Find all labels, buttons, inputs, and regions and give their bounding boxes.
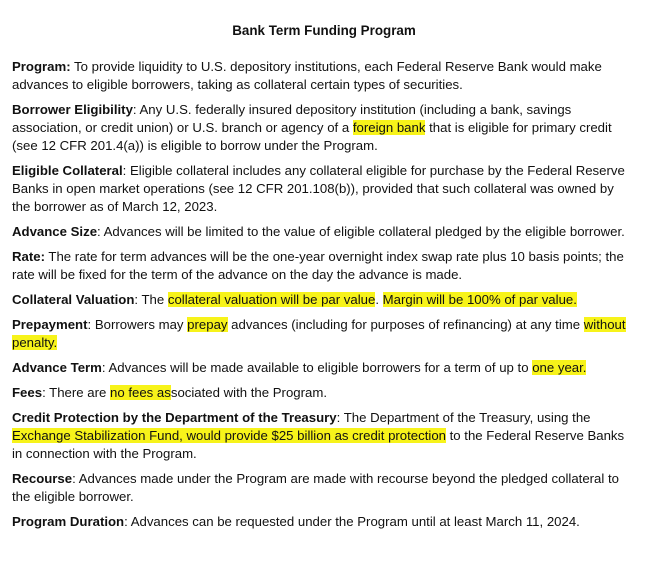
term-sheet-sections xyxy=(12,58,632,531)
section-text: . xyxy=(375,292,383,307)
highlighted-text: no fees as xyxy=(110,385,171,400)
highlighted-text: Exchange Stabilization Fund, would provide $25 billion as credit protection xyxy=(12,428,446,443)
section-text: : Advances will be limited to the value of eligible collateral pledged by the eligible borrower. xyxy=(97,224,625,239)
section-text: sociated with the Program. xyxy=(170,385,327,400)
section-text: : Advances can be requested under the Program until at least March 11, 2024. xyxy=(124,514,580,529)
section xyxy=(12,359,632,377)
section-text: : Advances will be made available to eligible borrowers for a term of up to xyxy=(101,360,533,375)
highlighted-text: one year. xyxy=(532,360,587,375)
section-label: Program: xyxy=(12,59,71,74)
section-text: : The xyxy=(134,292,168,307)
section xyxy=(12,291,632,309)
section-text: : Advances made under the Program are made with recourse beyond the pledged collateral to the eligible borrower. xyxy=(12,471,619,504)
section-text: The rate for term advances will be the one-year overnight index swap rate plus 10 basis points; the rate will be fixed for the term of the advance on the day the advance is made. xyxy=(12,249,624,282)
section-text: that is eligible for primary credit (see 12 CFR 201.4(a)) is eligible to borrow under the Program. xyxy=(12,120,612,153)
section-label: Rate: xyxy=(12,249,45,264)
section-label: Recourse xyxy=(12,471,73,486)
section-label: Program Duration xyxy=(12,514,125,529)
section xyxy=(12,58,632,94)
section xyxy=(12,223,632,241)
section-label: Borrower Eligibility xyxy=(12,102,133,117)
section xyxy=(12,101,632,155)
highlighted-text: Margin will be 100% of par value. xyxy=(382,292,577,307)
section-label: Credit Protection by the Department of the Treasury xyxy=(12,410,337,425)
section-text: : Borrowers may xyxy=(87,317,188,332)
section-label: Advance Size xyxy=(12,224,98,239)
section-text: : Eligible collateral includes any collateral eligible for purchase by the Federal Reserve Banks in open market operations (see 12 CFR 201.108(b)), provided that such collateral was owned by the borrower as of March 12, 2023. xyxy=(12,163,625,214)
section-text: To provide liquidity to U.S. depository institutions, each Federal Reserve Bank would make advances to eligible borrowers, taking as collateral certain types of securities. xyxy=(12,59,602,92)
section-text: : Any U.S. federally insured depository institution (including a bank, savings association, or credit union) or U.S. branch or agency of a xyxy=(12,102,572,135)
document-title: Bank Term Funding Program xyxy=(232,23,416,38)
section-label: Fees xyxy=(12,385,43,400)
section-text: : There are xyxy=(42,385,110,400)
section xyxy=(12,384,632,402)
section-text: advances (including for purposes of refinancing) at any time xyxy=(227,317,584,332)
section xyxy=(12,162,632,216)
highlighted-text: prepay xyxy=(187,317,228,332)
highlighted-text: without penalty. xyxy=(12,317,626,350)
section-label: Prepayment xyxy=(12,317,88,332)
section-label: Eligible Collateral xyxy=(12,163,123,178)
section xyxy=(12,248,632,284)
highlighted-text: foreign bank xyxy=(352,120,426,135)
section xyxy=(12,470,632,506)
section-text: : The Department of the Treasury, using the xyxy=(336,410,591,425)
section-text: to the Federal Reserve Banks in connection with the Program. xyxy=(12,428,625,461)
section xyxy=(12,409,632,463)
highlighted-text: collateral valuation will be par value xyxy=(167,292,376,307)
section xyxy=(12,513,632,531)
section-label: Advance Term xyxy=(12,360,102,375)
section-label: Collateral Valuation xyxy=(12,292,135,307)
section xyxy=(12,316,632,352)
